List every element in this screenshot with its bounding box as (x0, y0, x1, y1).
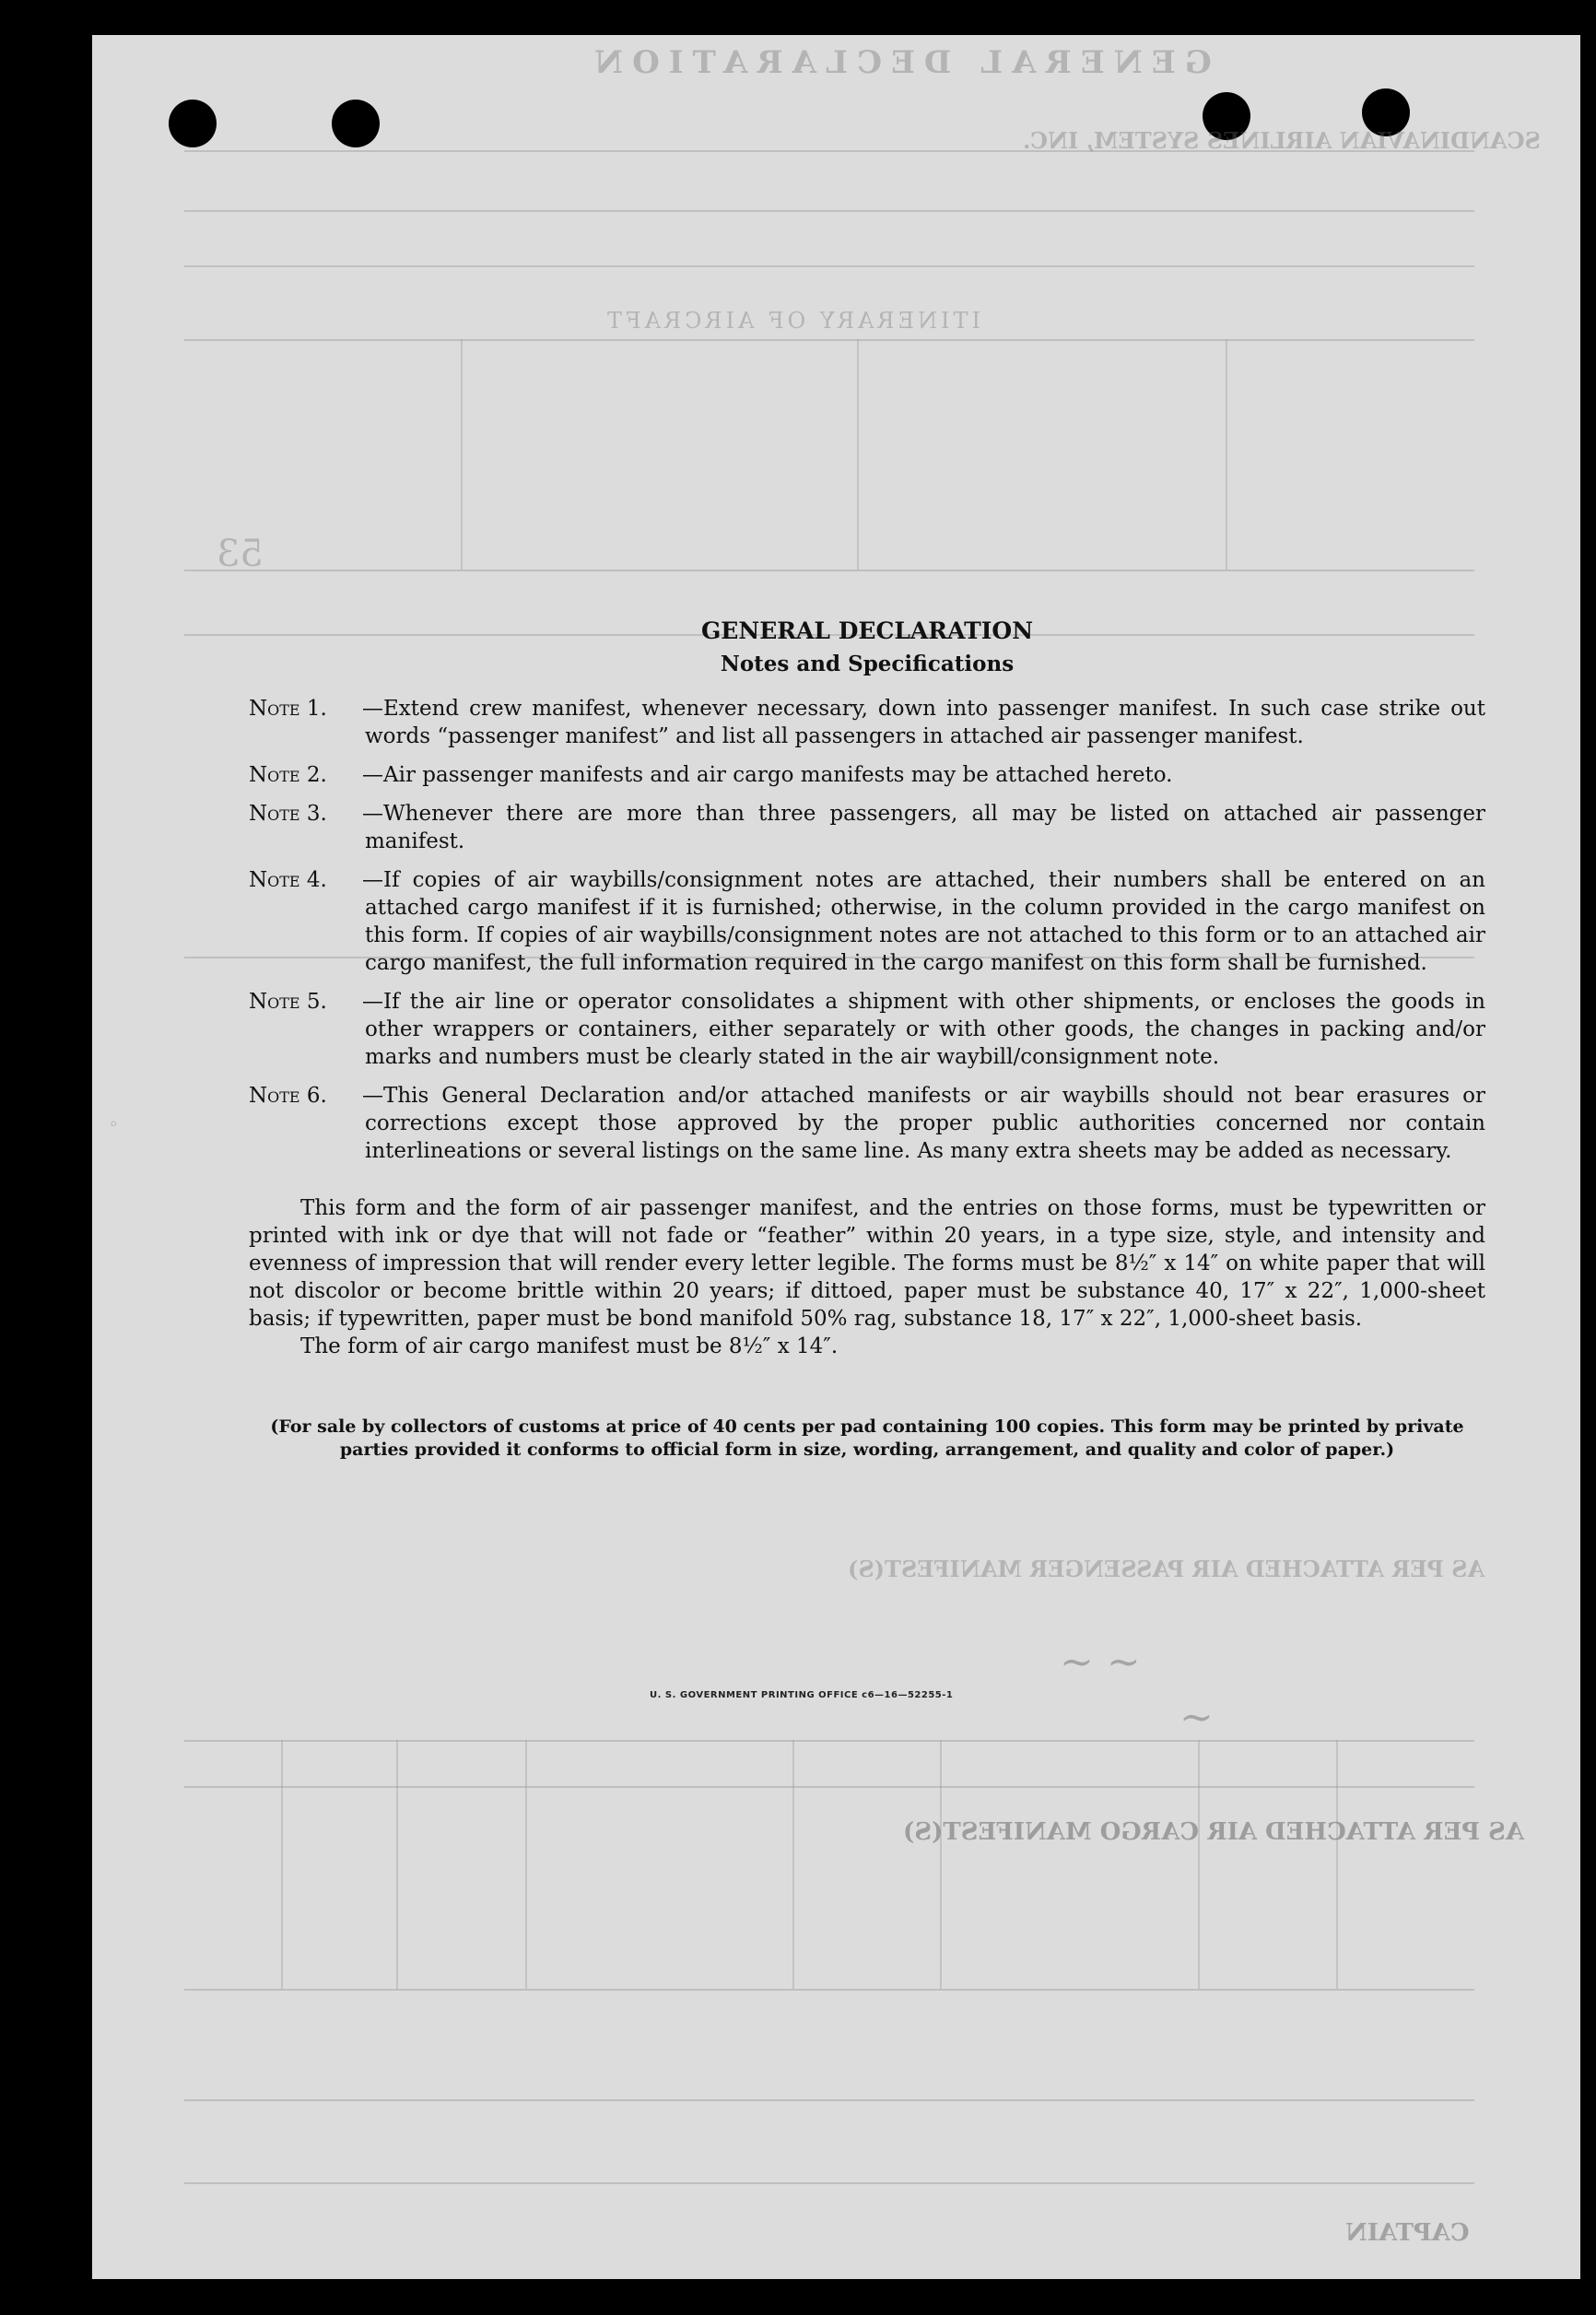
note-label: Note 5. (249, 990, 327, 1014)
bleed-rule (184, 265, 1474, 267)
bleed-rule (396, 1740, 398, 1989)
note-text: —Air passenger manifests and air cargo manifests may be attached hereto. (362, 763, 1173, 787)
bleed-itinerary: ITINERARY OF AIRCRAFT (604, 308, 980, 334)
bleed-number: 53 (217, 533, 264, 575)
note-2 (249, 761, 1485, 789)
note-4 (249, 866, 1485, 977)
bleed-header: GENERAL DECLARATION (585, 44, 1212, 81)
bleed-rule (184, 2182, 1474, 2184)
note-5 (249, 988, 1485, 1071)
form-specification-paragraph: This form and the form of air passenger manifest, and the entries on those forms, must be typewritten or printed with ink or dye that will not fade or “feather” within 20 years, in a type size, style, and intensity and evenness of impression that will render every letter legible. The forms must be 8½″ x 14″ on white paper that will not discolor or become brittle within 20 years; if dittoed, paper must be substance 40, 17″ x 22″, 1,000-sheet basis; if typewritten, paper must be bond manifold 50% rag, substance 18, 17″ x 22″, 1,000-sheet basis. (249, 1196, 1485, 1331)
bleed-rule (184, 339, 1474, 341)
note-label: Note 4. (249, 868, 327, 892)
note-text: —This General Declaration and/or attached manifests or air waybills should not bear erasures or corrections except those approved by the proper public authorities concerned nor contain interlineations or several listings on the same line. As many extra sheets may be added as necessary. (362, 1084, 1485, 1163)
bleed-rule (184, 1786, 1474, 1788)
bleed-rule (1198, 1740, 1200, 1989)
bleed-passenger: AS PER ATTACHED AIR PASSENGER MANIFEST(S) (848, 1556, 1485, 1582)
punch-hole (169, 100, 217, 147)
bleed-signature: ~ (1179, 1694, 1214, 1741)
margin-mark: ◦ (109, 1115, 119, 1134)
bleed-rule (184, 2099, 1474, 2101)
bleed-rule (184, 570, 1474, 571)
document-page (92, 35, 1580, 2279)
bleed-rule (184, 150, 1474, 152)
document-subtitle: Notes and Specifications (720, 652, 1015, 676)
notes-block (249, 617, 1485, 1462)
note-label: Note 6. (249, 1084, 327, 1108)
bleed-cargo: AS PER ATTACHED AIR CARGO MANIFEST(S) (903, 1818, 1525, 1846)
bleed-captain: CAPTAIN (1345, 2219, 1470, 2247)
bleed-rule (461, 339, 463, 570)
bleed-rule (857, 339, 859, 570)
note-text: —Extend crew manifest, whenever necessary, down into passenger manifest. In such case strike out words “passenger manifest” and list all passengers in attached air passenger manifest. (362, 697, 1485, 748)
note-1 (249, 695, 1485, 750)
bleed-rule (940, 1740, 942, 1989)
bleed-rule (1336, 1740, 1338, 1989)
bleed-rule (184, 210, 1474, 212)
bleed-rule (184, 1989, 1474, 1991)
note-label: Note 1. (249, 697, 327, 721)
printing-office-line: U. S. GOVERNMENT PRINTING OFFICE c6—16—52255-1 (650, 1690, 954, 1700)
note-6 (249, 1082, 1485, 1165)
note-text: —If the air line or operator consolidates a shipment with other shipments, or encloses the goods in other wrappers or containers, either separately or with other goods, the changes in packing and/or marks and numbers must be clearly stated in the air waybill/consignment note. (362, 990, 1485, 1069)
note-label: Note 2. (249, 763, 327, 787)
document-title: GENERAL DECLARATION (700, 617, 1034, 644)
punch-hole (332, 100, 380, 147)
note-label: Note 3. (249, 802, 327, 826)
note-text: —Whenever there are more than three passengers, all may be listed on attached air passenger manifest. (362, 802, 1485, 853)
bleed-rule (184, 1740, 1474, 1742)
bleed-signature: ~ ~ (1060, 1639, 1141, 1686)
bleed-operator: SCANDINAVIAN AIRLINES SYSTEM, INC. (1023, 127, 1541, 154)
cargo-manifest-size-paragraph: The form of air cargo manifest must be 8½″ x 14″. (300, 1334, 839, 1358)
bleed-rule (792, 1740, 794, 1989)
note-3 (249, 800, 1485, 855)
bleed-rule (525, 1740, 527, 1989)
bleed-rule (281, 1740, 283, 1989)
note-text: —If copies of air waybills/consignment notes are attached, their numbers shall be entered on an attached cargo manifest if it is furnished; otherwise, in the column provided in the cargo manifest on this form. If copies of air waybills/consignment notes are not attached to this form or to an attached air cargo manifest, the full information required in the cargo manifest on this form shall be furnished. (362, 868, 1485, 975)
sale-note: (For sale by collectors of customs at price of 40 cents per pad containing 100 copies. This form may be printed by private parties provided it conforms to official form in size, wording, arrangement, and quality and color of paper.) (270, 1416, 1464, 1460)
bleed-rule (1226, 339, 1227, 570)
